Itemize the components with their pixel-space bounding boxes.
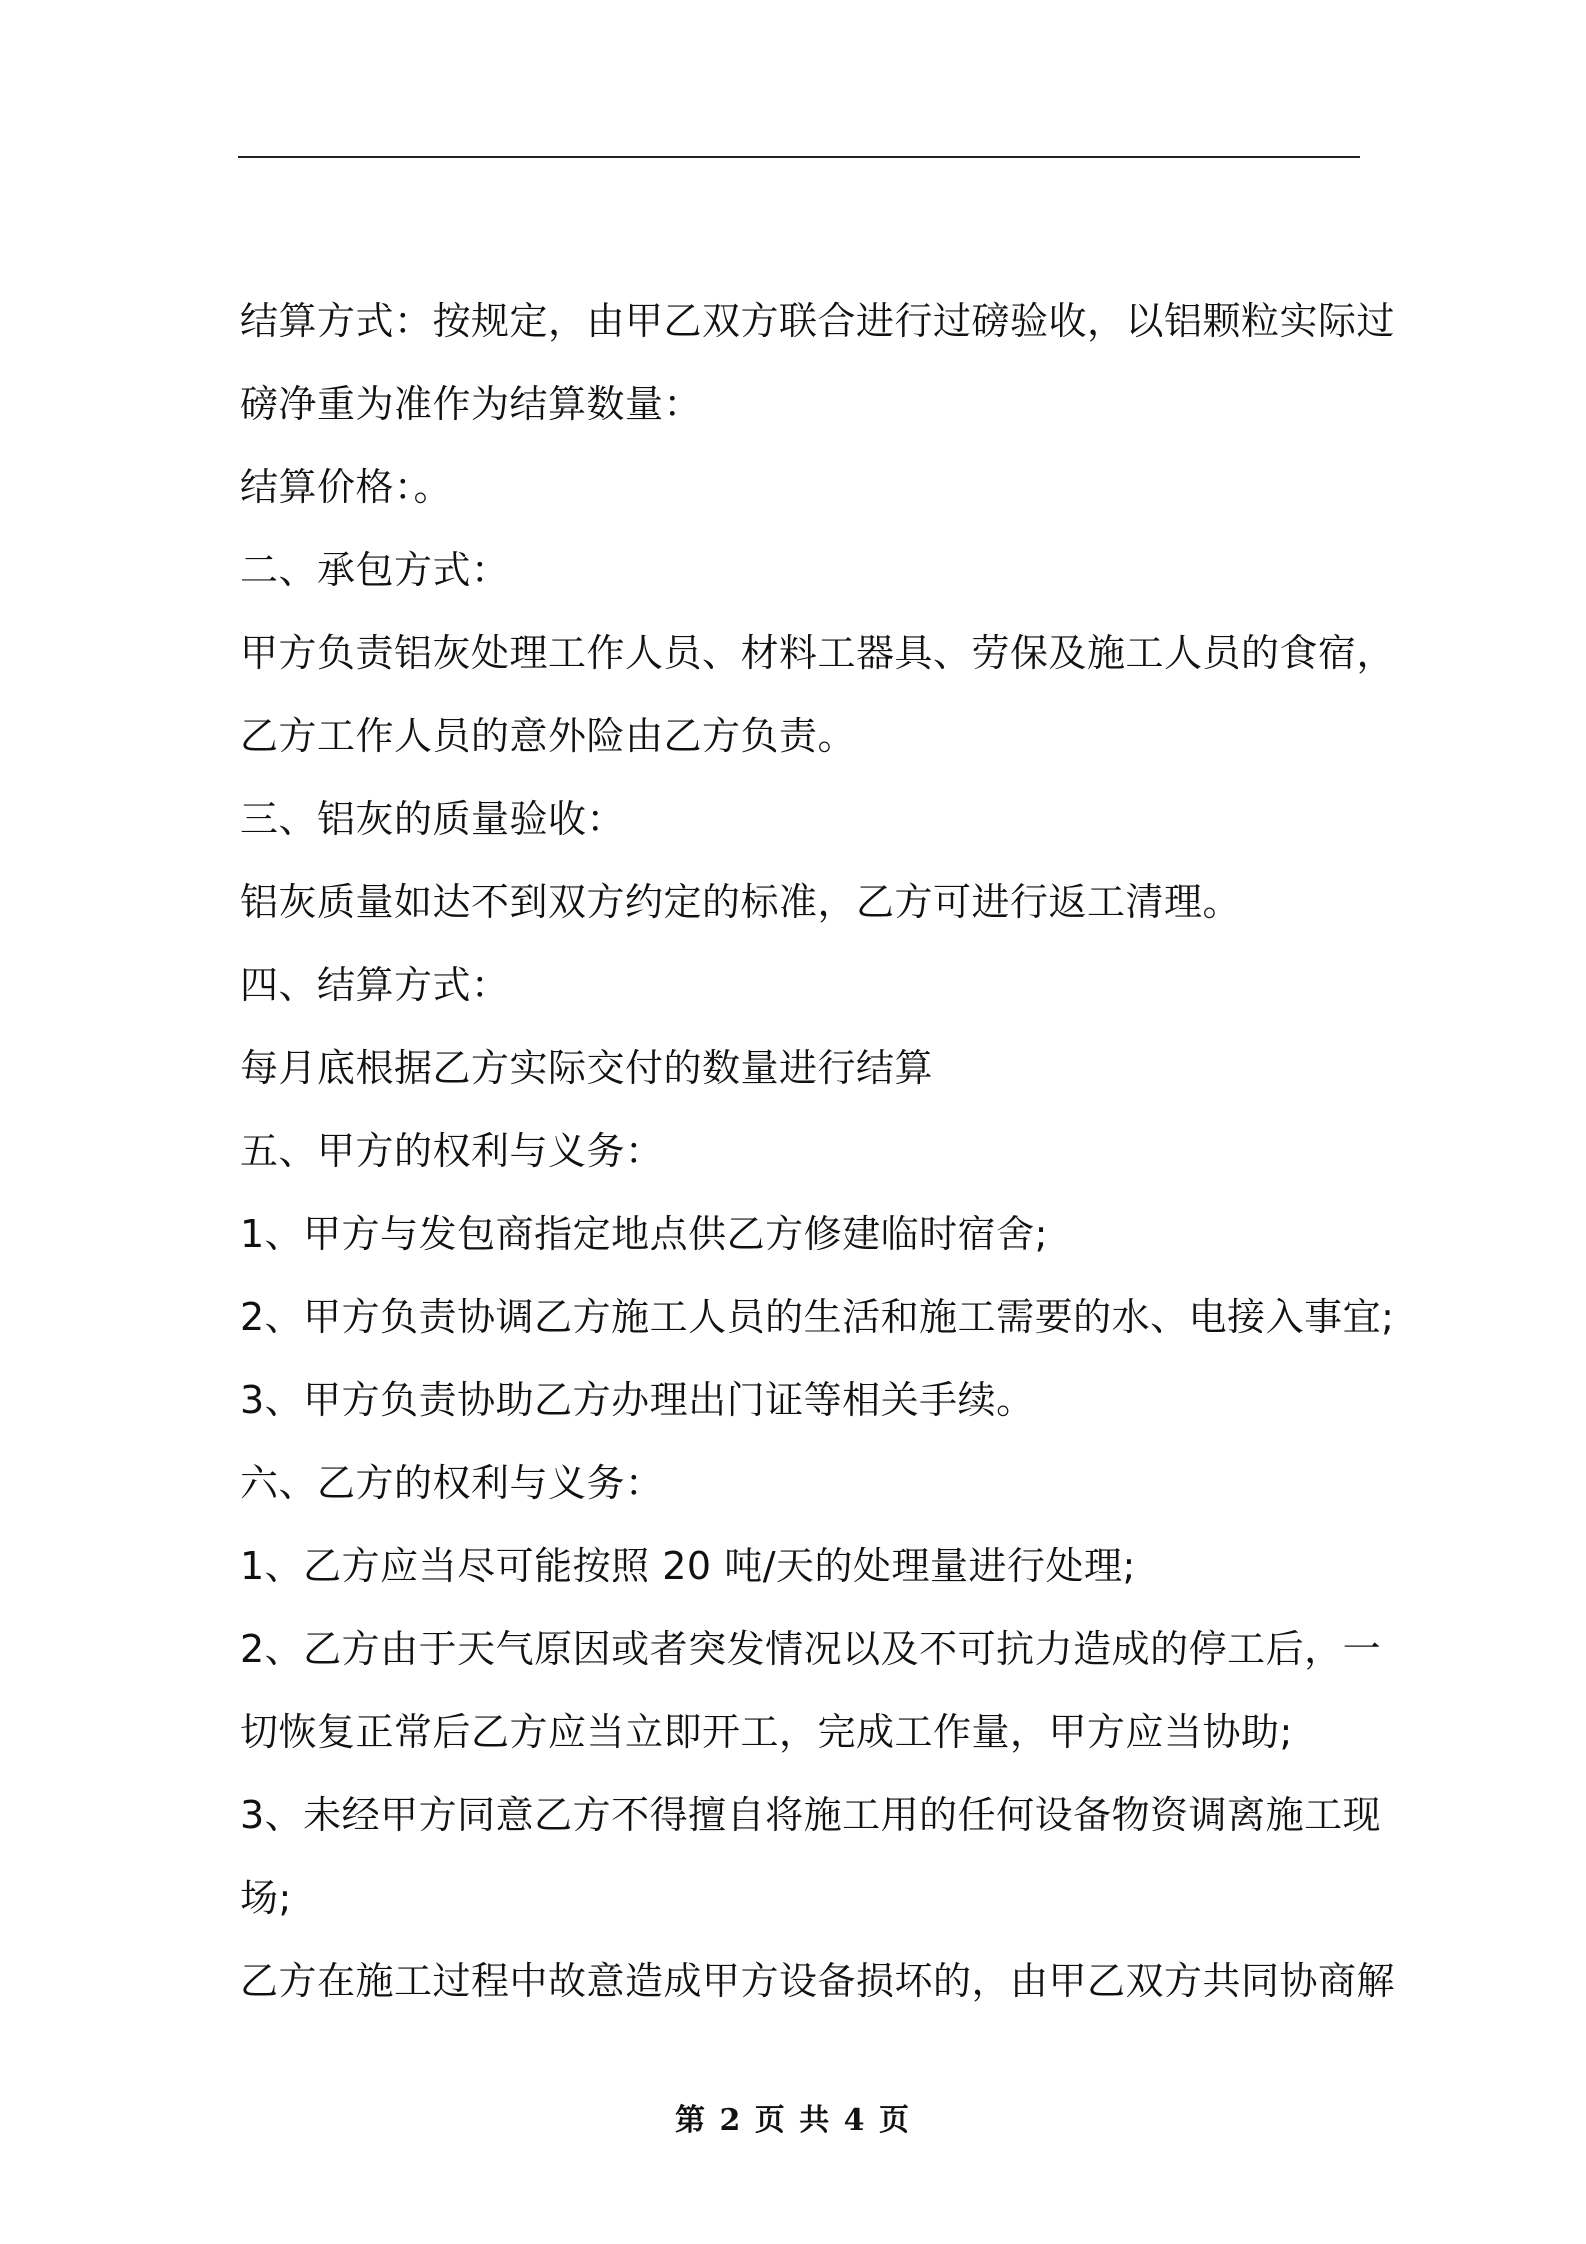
text-line: 结算价格：。 (240, 465, 453, 509)
page-number: 第 2 页 共 4 页 (675, 2103, 911, 2138)
list-item: 2、甲方负责协调乙方施工人员的生活和施工需要的水、电接入事宜; (240, 1295, 1395, 1339)
text-line: 乙方工作人员的意外险由乙方负责。 (240, 714, 857, 758)
section-heading: 四、结算方式： (240, 963, 510, 1007)
list-item: 3、甲方负责协助乙方办理出门证等相关手续。 (240, 1378, 1035, 1422)
header-rule (238, 156, 1360, 158)
text-line: 结算方式：按规定，由甲乙双方联合进行过磅验收，以铝颗粒实际过 (240, 299, 1396, 343)
list-item: 1、甲方与发包商指定地点供乙方修建临时宿舍; (240, 1212, 1048, 1256)
text-line: 切恢复正常后乙方应当立即开工，完成工作量，甲方应当协助; (240, 1710, 1293, 1754)
text-line: 甲方负责铝灰处理工作人员、材料工器具、劳保及施工人员的食宿， (240, 631, 1396, 675)
section-heading: 二、承包方式： (240, 548, 510, 592)
list-item: 2、乙方由于天气原因或者突发情况以及不可抗力造成的停工后，一 (240, 1627, 1382, 1671)
list-item: 1、乙方应当尽可能按照 20 吨/天的处理量进行处理; (240, 1544, 1136, 1588)
list-item: 3、未经甲方同意乙方不得擅自将施工用的任何设备物资调离施工现 (240, 1793, 1382, 1837)
section-heading: 六、乙方的权利与义务： (240, 1461, 664, 1505)
text-line: 铝灰质量如达不到双方约定的标准，乙方可进行返工清理。 (240, 880, 1242, 924)
text-line: 每月底根据乙方实际交付的数量进行结算 (240, 1046, 934, 1090)
text-line: 磅净重为准作为结算数量： (240, 382, 703, 426)
document-body (240, 280, 1396, 2023)
text-line: 场; (240, 1876, 292, 1920)
section-heading: 三、铝灰的质量验收： (240, 797, 626, 841)
section-heading: 五、甲方的权利与义务： (240, 1129, 664, 1173)
text-line: 乙方在施工过程中故意造成甲方设备损坏的，由甲乙双方共同协商解 (240, 1959, 1396, 2003)
